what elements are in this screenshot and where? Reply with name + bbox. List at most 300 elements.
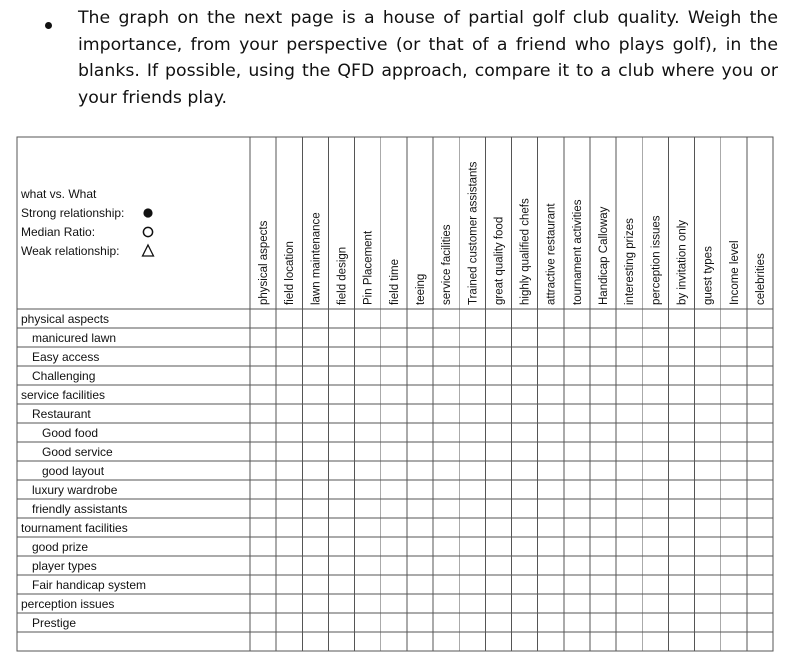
relationship-cell[interactable] — [513, 367, 537, 384]
relationship-cell[interactable] — [460, 538, 484, 555]
relationship-cell[interactable] — [408, 538, 432, 555]
relationship-cell[interactable] — [356, 367, 380, 384]
relationship-cell[interactable] — [382, 329, 406, 346]
relationship-cell[interactable] — [696, 481, 720, 498]
relationship-cell[interactable] — [565, 633, 589, 650]
relationship-cell[interactable] — [460, 329, 484, 346]
relationship-cell[interactable] — [382, 367, 406, 384]
relationship-cell[interactable] — [722, 500, 746, 517]
relationship-cell[interactable] — [748, 462, 772, 479]
relationship-cell[interactable] — [486, 538, 510, 555]
relationship-cell[interactable] — [251, 481, 275, 498]
relationship-cell[interactable] — [460, 443, 484, 460]
relationship-cell[interactable] — [591, 576, 615, 593]
relationship-cell[interactable] — [486, 329, 510, 346]
relationship-cell[interactable] — [251, 386, 275, 403]
relationship-cell[interactable] — [617, 614, 641, 631]
relationship-cell[interactable] — [382, 538, 406, 555]
relationship-cell[interactable] — [565, 329, 589, 346]
relationship-cell[interactable] — [277, 595, 301, 612]
relationship-cell[interactable] — [539, 500, 563, 517]
relationship-cell[interactable] — [565, 348, 589, 365]
relationship-cell[interactable] — [434, 633, 458, 650]
relationship-cell[interactable] — [591, 386, 615, 403]
relationship-cell[interactable] — [356, 443, 380, 460]
relationship-cell[interactable] — [748, 519, 772, 536]
relationship-cell[interactable] — [669, 443, 693, 460]
relationship-cell[interactable] — [669, 519, 693, 536]
relationship-cell[interactable] — [382, 500, 406, 517]
relationship-cell[interactable] — [696, 500, 720, 517]
relationship-cell[interactable] — [277, 538, 301, 555]
relationship-cell[interactable] — [251, 557, 275, 574]
relationship-cell[interactable] — [539, 405, 563, 422]
relationship-cell[interactable] — [277, 500, 301, 517]
relationship-cell[interactable] — [329, 348, 353, 365]
relationship-cell[interactable] — [460, 310, 484, 327]
relationship-cell[interactable] — [748, 424, 772, 441]
relationship-cell[interactable] — [722, 595, 746, 612]
relationship-cell[interactable] — [356, 557, 380, 574]
relationship-cell[interactable] — [277, 443, 301, 460]
relationship-cell[interactable] — [408, 481, 432, 498]
relationship-cell[interactable] — [486, 310, 510, 327]
relationship-cell[interactable] — [486, 462, 510, 479]
relationship-cell[interactable] — [251, 633, 275, 650]
relationship-cell[interactable] — [303, 538, 327, 555]
relationship-cell[interactable] — [460, 595, 484, 612]
relationship-cell[interactable] — [382, 348, 406, 365]
relationship-cell[interactable] — [643, 462, 667, 479]
relationship-cell[interactable] — [303, 557, 327, 574]
relationship-cell[interactable] — [434, 595, 458, 612]
relationship-cell[interactable] — [251, 519, 275, 536]
relationship-cell[interactable] — [669, 367, 693, 384]
relationship-cell[interactable] — [565, 576, 589, 593]
relationship-cell[interactable] — [486, 595, 510, 612]
relationship-cell[interactable] — [722, 614, 746, 631]
relationship-cell[interactable] — [591, 443, 615, 460]
relationship-cell[interactable] — [434, 405, 458, 422]
relationship-cell[interactable] — [356, 519, 380, 536]
relationship-cell[interactable] — [513, 614, 537, 631]
relationship-cell[interactable] — [329, 329, 353, 346]
relationship-cell[interactable] — [591, 633, 615, 650]
relationship-cell[interactable] — [382, 462, 406, 479]
relationship-cell[interactable] — [669, 405, 693, 422]
relationship-cell[interactable] — [617, 405, 641, 422]
relationship-cell[interactable] — [303, 500, 327, 517]
relationship-cell[interactable] — [669, 424, 693, 441]
relationship-cell[interactable] — [513, 405, 537, 422]
relationship-cell[interactable] — [565, 614, 589, 631]
relationship-cell[interactable] — [722, 329, 746, 346]
relationship-cell[interactable] — [460, 576, 484, 593]
relationship-cell[interactable] — [565, 386, 589, 403]
relationship-cell[interactable] — [382, 386, 406, 403]
relationship-cell[interactable] — [356, 310, 380, 327]
relationship-cell[interactable] — [643, 557, 667, 574]
relationship-cell[interactable] — [277, 576, 301, 593]
relationship-cell[interactable] — [591, 481, 615, 498]
relationship-cell[interactable] — [669, 386, 693, 403]
relationship-cell[interactable] — [408, 348, 432, 365]
relationship-cell[interactable] — [408, 310, 432, 327]
relationship-cell[interactable] — [565, 443, 589, 460]
relationship-cell[interactable] — [748, 310, 772, 327]
relationship-cell[interactable] — [513, 481, 537, 498]
relationship-cell[interactable] — [513, 348, 537, 365]
relationship-cell[interactable] — [329, 405, 353, 422]
relationship-cell[interactable] — [513, 500, 537, 517]
relationship-cell[interactable] — [669, 329, 693, 346]
relationship-cell[interactable] — [696, 462, 720, 479]
relationship-cell[interactable] — [434, 386, 458, 403]
relationship-cell[interactable] — [539, 367, 563, 384]
relationship-cell[interactable] — [303, 310, 327, 327]
relationship-cell[interactable] — [356, 424, 380, 441]
relationship-cell[interactable] — [669, 481, 693, 498]
relationship-cell[interactable] — [460, 462, 484, 479]
relationship-cell[interactable] — [251, 405, 275, 422]
relationship-cell[interactable] — [303, 576, 327, 593]
relationship-cell[interactable] — [356, 481, 380, 498]
relationship-cell[interactable] — [748, 481, 772, 498]
relationship-cell[interactable] — [643, 386, 667, 403]
relationship-cell[interactable] — [539, 329, 563, 346]
relationship-cell[interactable] — [486, 557, 510, 574]
relationship-cell[interactable] — [696, 329, 720, 346]
relationship-cell[interactable] — [251, 462, 275, 479]
relationship-cell[interactable] — [486, 633, 510, 650]
relationship-cell[interactable] — [643, 633, 667, 650]
relationship-cell[interactable] — [617, 557, 641, 574]
relationship-cell[interactable] — [251, 538, 275, 555]
relationship-cell[interactable] — [669, 595, 693, 612]
relationship-cell[interactable] — [722, 424, 746, 441]
relationship-cell[interactable] — [591, 367, 615, 384]
relationship-cell[interactable] — [643, 576, 667, 593]
relationship-cell[interactable] — [591, 519, 615, 536]
relationship-cell[interactable] — [408, 500, 432, 517]
relationship-cell[interactable] — [329, 557, 353, 574]
relationship-cell[interactable] — [329, 595, 353, 612]
relationship-cell[interactable] — [617, 310, 641, 327]
relationship-cell[interactable] — [486, 500, 510, 517]
relationship-cell[interactable] — [408, 576, 432, 593]
relationship-cell[interactable] — [460, 519, 484, 536]
relationship-cell[interactable] — [460, 481, 484, 498]
relationship-cell[interactable] — [669, 310, 693, 327]
relationship-cell[interactable] — [565, 367, 589, 384]
relationship-cell[interactable] — [408, 367, 432, 384]
relationship-cell[interactable] — [356, 576, 380, 593]
relationship-cell[interactable] — [434, 500, 458, 517]
relationship-cell[interactable] — [434, 462, 458, 479]
relationship-cell[interactable] — [617, 367, 641, 384]
relationship-cell[interactable] — [329, 633, 353, 650]
relationship-cell[interactable] — [696, 424, 720, 441]
relationship-cell[interactable] — [303, 386, 327, 403]
relationship-cell[interactable] — [669, 614, 693, 631]
relationship-cell[interactable] — [748, 614, 772, 631]
relationship-cell[interactable] — [356, 405, 380, 422]
relationship-cell[interactable] — [251, 424, 275, 441]
relationship-cell[interactable] — [748, 386, 772, 403]
relationship-cell[interactable] — [669, 348, 693, 365]
relationship-cell[interactable] — [251, 348, 275, 365]
relationship-cell[interactable] — [251, 576, 275, 593]
relationship-cell[interactable] — [669, 538, 693, 555]
relationship-cell[interactable] — [617, 443, 641, 460]
relationship-cell[interactable] — [460, 633, 484, 650]
relationship-cell[interactable] — [329, 481, 353, 498]
relationship-cell[interactable] — [643, 348, 667, 365]
relationship-cell[interactable] — [748, 595, 772, 612]
relationship-cell[interactable] — [303, 367, 327, 384]
relationship-cell[interactable] — [486, 614, 510, 631]
relationship-cell[interactable] — [303, 633, 327, 650]
relationship-cell[interactable] — [382, 633, 406, 650]
relationship-cell[interactable] — [643, 367, 667, 384]
relationship-cell[interactable] — [513, 538, 537, 555]
relationship-cell[interactable] — [643, 405, 667, 422]
relationship-cell[interactable] — [565, 500, 589, 517]
relationship-cell[interactable] — [460, 614, 484, 631]
relationship-cell[interactable] — [277, 405, 301, 422]
relationship-cell[interactable] — [303, 595, 327, 612]
relationship-cell[interactable] — [277, 367, 301, 384]
relationship-cell[interactable] — [382, 519, 406, 536]
relationship-cell[interactable] — [539, 576, 563, 593]
relationship-cell[interactable] — [722, 386, 746, 403]
relationship-cell[interactable] — [513, 443, 537, 460]
relationship-cell[interactable] — [486, 576, 510, 593]
relationship-cell[interactable] — [696, 595, 720, 612]
relationship-cell[interactable] — [539, 557, 563, 574]
relationship-cell[interactable] — [748, 367, 772, 384]
relationship-cell[interactable] — [617, 424, 641, 441]
relationship-cell[interactable] — [539, 310, 563, 327]
relationship-cell[interactable] — [617, 500, 641, 517]
relationship-cell[interactable] — [748, 557, 772, 574]
relationship-cell[interactable] — [565, 557, 589, 574]
relationship-cell[interactable] — [539, 595, 563, 612]
relationship-cell[interactable] — [434, 576, 458, 593]
relationship-cell[interactable] — [434, 348, 458, 365]
relationship-cell[interactable] — [382, 576, 406, 593]
relationship-cell[interactable] — [748, 329, 772, 346]
relationship-cell[interactable] — [277, 348, 301, 365]
relationship-cell[interactable] — [565, 595, 589, 612]
relationship-cell[interactable] — [434, 481, 458, 498]
relationship-cell[interactable] — [643, 424, 667, 441]
relationship-cell[interactable] — [748, 348, 772, 365]
relationship-cell[interactable] — [303, 519, 327, 536]
relationship-cell[interactable] — [277, 386, 301, 403]
relationship-cell[interactable] — [513, 576, 537, 593]
relationship-cell[interactable] — [722, 367, 746, 384]
relationship-cell[interactable] — [277, 424, 301, 441]
relationship-cell[interactable] — [669, 633, 693, 650]
relationship-cell[interactable] — [617, 481, 641, 498]
relationship-cell[interactable] — [434, 614, 458, 631]
relationship-cell[interactable] — [617, 348, 641, 365]
relationship-cell[interactable] — [722, 633, 746, 650]
relationship-cell[interactable] — [643, 481, 667, 498]
relationship-cell[interactable] — [329, 367, 353, 384]
relationship-cell[interactable] — [513, 519, 537, 536]
relationship-cell[interactable] — [251, 367, 275, 384]
relationship-cell[interactable] — [643, 614, 667, 631]
relationship-cell[interactable] — [251, 329, 275, 346]
relationship-cell[interactable] — [722, 348, 746, 365]
relationship-cell[interactable] — [696, 519, 720, 536]
relationship-cell[interactable] — [643, 443, 667, 460]
relationship-cell[interactable] — [486, 481, 510, 498]
relationship-cell[interactable] — [748, 538, 772, 555]
relationship-cell[interactable] — [329, 386, 353, 403]
relationship-cell[interactable] — [565, 481, 589, 498]
relationship-cell[interactable] — [513, 386, 537, 403]
relationship-cell[interactable] — [277, 481, 301, 498]
relationship-cell[interactable] — [408, 329, 432, 346]
relationship-cell[interactable] — [539, 348, 563, 365]
relationship-cell[interactable] — [591, 424, 615, 441]
relationship-cell[interactable] — [565, 519, 589, 536]
relationship-cell[interactable] — [329, 576, 353, 593]
relationship-cell[interactable] — [696, 614, 720, 631]
relationship-cell[interactable] — [539, 424, 563, 441]
relationship-cell[interactable] — [277, 310, 301, 327]
relationship-cell[interactable] — [408, 633, 432, 650]
relationship-cell[interactable] — [329, 462, 353, 479]
relationship-cell[interactable] — [565, 462, 589, 479]
relationship-cell[interactable] — [460, 557, 484, 574]
relationship-cell[interactable] — [513, 462, 537, 479]
relationship-cell[interactable] — [408, 557, 432, 574]
relationship-cell[interactable] — [303, 329, 327, 346]
relationship-cell[interactable] — [356, 329, 380, 346]
relationship-cell[interactable] — [696, 405, 720, 422]
relationship-cell[interactable] — [591, 614, 615, 631]
relationship-cell[interactable] — [617, 519, 641, 536]
relationship-cell[interactable] — [748, 443, 772, 460]
relationship-cell[interactable] — [513, 595, 537, 612]
relationship-cell[interactable] — [434, 538, 458, 555]
relationship-cell[interactable] — [486, 386, 510, 403]
relationship-cell[interactable] — [251, 500, 275, 517]
relationship-cell[interactable] — [329, 538, 353, 555]
relationship-cell[interactable] — [434, 367, 458, 384]
relationship-cell[interactable] — [408, 443, 432, 460]
relationship-cell[interactable] — [696, 633, 720, 650]
relationship-cell[interactable] — [617, 538, 641, 555]
relationship-cell[interactable] — [591, 405, 615, 422]
relationship-cell[interactable] — [434, 424, 458, 441]
relationship-cell[interactable] — [460, 405, 484, 422]
relationship-cell[interactable] — [643, 595, 667, 612]
relationship-cell[interactable] — [643, 329, 667, 346]
relationship-cell[interactable] — [382, 614, 406, 631]
relationship-cell[interactable] — [434, 519, 458, 536]
relationship-cell[interactable] — [408, 614, 432, 631]
relationship-cell[interactable] — [617, 633, 641, 650]
relationship-cell[interactable] — [382, 557, 406, 574]
relationship-cell[interactable] — [356, 614, 380, 631]
relationship-cell[interactable] — [722, 538, 746, 555]
relationship-cell[interactable] — [303, 348, 327, 365]
relationship-cell[interactable] — [251, 310, 275, 327]
relationship-cell[interactable] — [722, 462, 746, 479]
relationship-cell[interactable] — [669, 576, 693, 593]
relationship-cell[interactable] — [696, 367, 720, 384]
relationship-cell[interactable] — [565, 405, 589, 422]
relationship-cell[interactable] — [486, 519, 510, 536]
relationship-cell[interactable] — [513, 424, 537, 441]
relationship-cell[interactable] — [251, 595, 275, 612]
relationship-cell[interactable] — [486, 348, 510, 365]
relationship-cell[interactable] — [277, 519, 301, 536]
relationship-cell[interactable] — [722, 443, 746, 460]
relationship-cell[interactable] — [617, 386, 641, 403]
relationship-cell[interactable] — [617, 329, 641, 346]
relationship-cell[interactable] — [277, 557, 301, 574]
relationship-cell[interactable] — [251, 443, 275, 460]
relationship-cell[interactable] — [303, 405, 327, 422]
relationship-cell[interactable] — [460, 386, 484, 403]
relationship-cell[interactable] — [329, 424, 353, 441]
relationship-cell[interactable] — [669, 500, 693, 517]
relationship-cell[interactable] — [277, 329, 301, 346]
relationship-cell[interactable] — [356, 500, 380, 517]
relationship-cell[interactable] — [408, 519, 432, 536]
relationship-cell[interactable] — [486, 443, 510, 460]
relationship-cell[interactable] — [669, 557, 693, 574]
relationship-cell[interactable] — [539, 633, 563, 650]
relationship-cell[interactable] — [617, 595, 641, 612]
relationship-cell[interactable] — [617, 462, 641, 479]
relationship-cell[interactable] — [696, 538, 720, 555]
relationship-cell[interactable] — [539, 462, 563, 479]
relationship-cell[interactable] — [513, 557, 537, 574]
relationship-cell[interactable] — [748, 500, 772, 517]
relationship-cell[interactable] — [460, 500, 484, 517]
relationship-cell[interactable] — [460, 424, 484, 441]
relationship-cell[interactable] — [303, 614, 327, 631]
relationship-cell[interactable] — [277, 614, 301, 631]
relationship-cell[interactable] — [329, 500, 353, 517]
relationship-cell[interactable] — [539, 519, 563, 536]
relationship-cell[interactable] — [434, 557, 458, 574]
relationship-cell[interactable] — [591, 329, 615, 346]
relationship-cell[interactable] — [748, 405, 772, 422]
relationship-cell[interactable] — [408, 424, 432, 441]
relationship-cell[interactable] — [382, 595, 406, 612]
relationship-cell[interactable] — [565, 310, 589, 327]
relationship-cell[interactable] — [591, 557, 615, 574]
relationship-cell[interactable] — [277, 462, 301, 479]
relationship-cell[interactable] — [696, 557, 720, 574]
relationship-cell[interactable] — [408, 462, 432, 479]
relationship-cell[interactable] — [696, 310, 720, 327]
relationship-cell[interactable] — [539, 481, 563, 498]
relationship-cell[interactable] — [382, 481, 406, 498]
relationship-cell[interactable] — [591, 595, 615, 612]
relationship-cell[interactable] — [486, 405, 510, 422]
relationship-cell[interactable] — [356, 462, 380, 479]
relationship-cell[interactable] — [434, 329, 458, 346]
